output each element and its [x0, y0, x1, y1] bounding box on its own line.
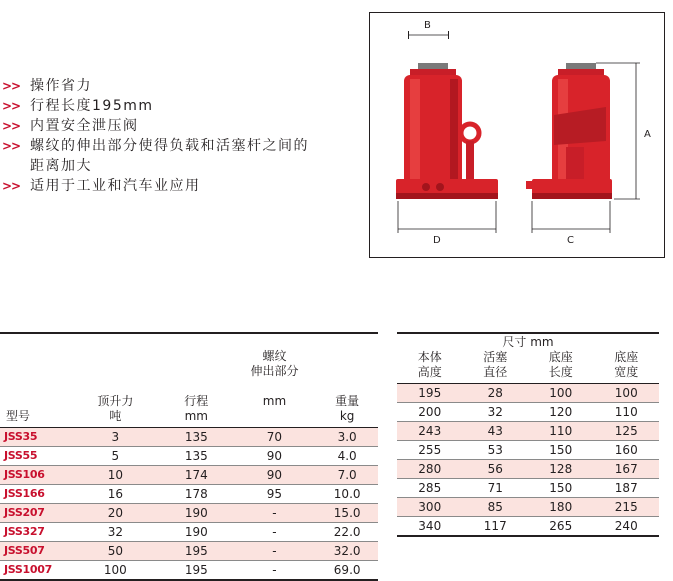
cell-length: 120 — [528, 403, 594, 422]
cell-capacity: 3 — [71, 428, 160, 447]
cell-height: 300 — [397, 498, 463, 517]
header-label: 活塞 — [483, 350, 508, 364]
cell-width: 167 — [594, 460, 660, 479]
cell-thread: 90 — [233, 466, 317, 485]
dimension-label-b: B — [424, 20, 431, 31]
cell-capacity: 5 — [71, 447, 160, 466]
table-row — [397, 422, 659, 441]
cell-model: JSS55 — [0, 447, 71, 466]
cell-height: 285 — [397, 479, 463, 498]
column-header-weight — [316, 333, 378, 428]
cell-weight: 3.0 — [316, 428, 378, 447]
table-row — [0, 428, 378, 447]
table-row — [397, 441, 659, 460]
cell-thread: - — [233, 523, 317, 542]
feature-item — [2, 96, 322, 116]
column-header-thread — [233, 333, 317, 428]
table-group-header-row — [397, 333, 659, 350]
cell-length: 128 — [528, 460, 594, 479]
cell-stroke: 190 — [160, 523, 233, 542]
cell-length: 150 — [528, 441, 594, 460]
header-label: 底座 — [614, 350, 639, 364]
feature-item — [2, 116, 322, 136]
column-header-base-length — [528, 350, 594, 384]
dimension-label-a: A — [644, 129, 651, 140]
feature-text: 行程长度195mm — [30, 98, 154, 114]
feature-item — [2, 176, 322, 196]
header-unit: 吨 — [109, 409, 122, 423]
cell-width: 240 — [594, 517, 660, 537]
table-row — [397, 384, 659, 403]
table-row — [397, 403, 659, 422]
table-row — [0, 485, 378, 504]
cell-capacity: 10 — [71, 466, 160, 485]
table-row — [0, 504, 378, 523]
cell-stroke: 135 — [160, 428, 233, 447]
jack-dimension-drawing — [369, 12, 665, 258]
cell-weight: 32.0 — [316, 542, 378, 561]
table-row — [397, 460, 659, 479]
header-label: 螺纹 伸出部分 — [250, 349, 299, 378]
cell-stroke: 178 — [160, 485, 233, 504]
jack-side-view — [526, 63, 640, 233]
cell-thread: - — [233, 561, 317, 581]
cell-piston: 28 — [463, 384, 529, 403]
chevron-right-icon: >> — [2, 99, 21, 113]
cell-weight: 69.0 — [316, 561, 378, 581]
column-header-capacity — [71, 333, 160, 428]
bottle-jack-illustration — [370, 13, 666, 259]
chevron-right-icon: >> — [2, 139, 21, 153]
chevron-right-icon: >> — [2, 119, 21, 133]
feature-text: 内置安全泄压阀 — [30, 118, 139, 134]
cell-length: 110 — [528, 422, 594, 441]
cell-piston: 53 — [463, 441, 529, 460]
header-label: 型号 — [6, 409, 31, 423]
cell-length: 150 — [528, 479, 594, 498]
header-label: 底座 — [548, 350, 573, 364]
cell-model: JSS1007 — [0, 561, 71, 581]
cell-thread: - — [233, 504, 317, 523]
header-unit: kg — [339, 409, 355, 423]
cell-height: 200 — [397, 403, 463, 422]
cell-thread: 70 — [233, 428, 317, 447]
cell-weight: 4.0 — [316, 447, 378, 466]
column-header-piston — [463, 350, 529, 384]
jack-front-view — [396, 31, 498, 233]
cell-length: 265 — [528, 517, 594, 537]
column-header-height — [397, 350, 463, 384]
header-label: 直径 — [483, 365, 508, 379]
spec-table — [0, 332, 378, 581]
cell-model: JSS327 — [0, 523, 71, 542]
table-row — [0, 523, 378, 542]
header-label: 顶升力 — [97, 394, 134, 408]
feature-text: 螺纹的伸出部分使得负载和活塞杆之间的距离加大 — [30, 138, 309, 174]
cell-piston: 56 — [463, 460, 529, 479]
dimension-label-d: D — [433, 235, 441, 246]
column-header-model — [0, 333, 71, 428]
cell-capacity: 100 — [71, 561, 160, 581]
cell-stroke: 190 — [160, 504, 233, 523]
column-header-stroke — [160, 333, 233, 428]
feature-item — [2, 136, 322, 176]
cell-length: 100 — [528, 384, 594, 403]
cell-piston: 117 — [463, 517, 529, 537]
table-header-row — [397, 350, 659, 384]
column-header-base-width — [594, 350, 660, 384]
cell-height: 340 — [397, 517, 463, 537]
header-unit: mm — [262, 394, 287, 408]
cell-model: JSS207 — [0, 504, 71, 523]
table-row — [0, 542, 378, 561]
table-row — [397, 498, 659, 517]
cell-stroke: 174 — [160, 466, 233, 485]
cell-piston: 32 — [463, 403, 529, 422]
table-row — [0, 561, 378, 581]
header-label: 宽度 — [614, 365, 639, 379]
cell-length: 180 — [528, 498, 594, 517]
cell-width: 215 — [594, 498, 660, 517]
cell-piston: 71 — [463, 479, 529, 498]
cell-weight: 22.0 — [316, 523, 378, 542]
chevron-right-icon: >> — [2, 179, 21, 193]
header-label: 行程 — [184, 394, 209, 408]
table-row — [0, 447, 378, 466]
feature-item — [2, 76, 322, 96]
cell-capacity: 50 — [71, 542, 160, 561]
cell-thread: 95 — [233, 485, 317, 504]
dimension-label-c: C — [567, 235, 574, 246]
cell-weight: 10.0 — [316, 485, 378, 504]
cell-model: JSS106 — [0, 466, 71, 485]
cell-model: JSS35 — [0, 428, 71, 447]
cell-capacity: 16 — [71, 485, 160, 504]
cell-height: 255 — [397, 441, 463, 460]
table-row — [397, 517, 659, 537]
dimension-table — [397, 332, 659, 537]
header-label: 长度 — [548, 365, 573, 379]
cell-height: 243 — [397, 422, 463, 441]
cell-width: 125 — [594, 422, 660, 441]
cell-stroke: 195 — [160, 542, 233, 561]
header-label: 重量 — [335, 394, 360, 408]
table-row — [0, 466, 378, 485]
cell-width: 160 — [594, 441, 660, 460]
cell-thread: 90 — [233, 447, 317, 466]
cell-weight: 7.0 — [316, 466, 378, 485]
cell-piston: 43 — [463, 422, 529, 441]
header-label: 高度 — [417, 365, 442, 379]
cell-capacity: 20 — [71, 504, 160, 523]
cell-piston: 85 — [463, 498, 529, 517]
table-row — [397, 479, 659, 498]
cell-width: 100 — [594, 384, 660, 403]
cell-model: JSS166 — [0, 485, 71, 504]
chevron-right-icon: >> — [2, 79, 21, 93]
cell-stroke: 135 — [160, 447, 233, 466]
header-label: 本体 — [417, 350, 442, 364]
feature-text: 适用于工业和汽车业应用 — [30, 178, 201, 194]
cell-thread: - — [233, 542, 317, 561]
cell-model: JSS507 — [0, 542, 71, 561]
cell-weight: 15.0 — [316, 504, 378, 523]
cell-stroke: 195 — [160, 561, 233, 581]
group-header: 尺寸 mm — [502, 335, 554, 349]
table-header-row — [0, 333, 378, 428]
header-unit: mm — [184, 409, 208, 423]
feature-text: 操作省力 — [30, 78, 92, 94]
cell-height: 280 — [397, 460, 463, 479]
cell-height: 195 — [397, 384, 463, 403]
cell-capacity: 32 — [71, 523, 160, 542]
cell-width: 110 — [594, 403, 660, 422]
feature-list — [2, 76, 322, 196]
cell-width: 187 — [594, 479, 660, 498]
